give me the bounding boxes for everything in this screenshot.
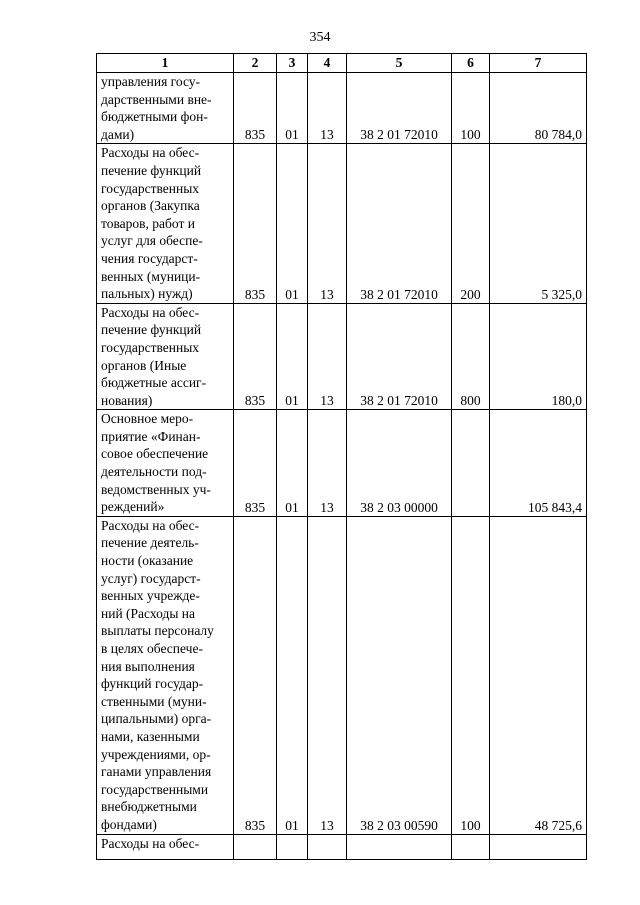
description-line: дарственными вне-	[101, 91, 212, 107]
page-number: 354	[309, 30, 331, 45]
description-line: реждений»	[101, 499, 165, 515]
empty-cell	[490, 834, 587, 859]
description-line: Расходы на обес-	[101, 145, 200, 161]
section-code: 01	[277, 303, 308, 410]
table-row	[97, 516, 587, 834]
subsection-code: 13	[308, 410, 347, 517]
header-row	[97, 54, 587, 73]
target-article-code: 38 2 01 72010	[347, 144, 452, 303]
table-body	[97, 73, 587, 860]
description-line: товаров, работ и	[101, 215, 195, 231]
header-col-6: 6	[452, 54, 490, 73]
row-description	[97, 144, 234, 303]
description-line: Расходы на обес-	[101, 304, 200, 320]
description-line: государственных	[101, 180, 200, 196]
amount: 48 725,6	[490, 516, 587, 834]
amount: 180,0	[490, 303, 587, 410]
description-line: Основное меро-	[101, 411, 194, 427]
description-line: управления госу-	[101, 74, 201, 89]
target-article-code: 38 2 03 00000	[347, 410, 452, 517]
description-line: функций государ-	[101, 676, 204, 692]
description-line: дами)	[101, 126, 135, 142]
gr-code: 835	[234, 303, 277, 410]
header-col-1: 1	[97, 54, 234, 73]
description-line: услуг для обеспе-	[101, 233, 203, 249]
table-row	[97, 144, 587, 303]
table-row	[97, 410, 587, 517]
header-col-3: 3	[277, 54, 308, 73]
expense-type-code: 100	[452, 516, 490, 834]
description-line: совое обеспечение	[101, 446, 209, 462]
gr-code: 835	[234, 144, 277, 303]
description-line: государственными	[101, 781, 209, 797]
table-row	[97, 303, 587, 410]
amount: 105 843,4	[490, 410, 587, 517]
expense-type-code: 200	[452, 144, 490, 303]
description-line: бюджетными фон-	[101, 109, 208, 125]
section-code: 01	[277, 410, 308, 517]
description-line: государственных	[101, 339, 200, 355]
description-line: ганами управления	[101, 764, 212, 780]
section-code: 01	[277, 144, 308, 303]
target-article-code: 38 2 01 72010	[347, 303, 452, 410]
amount: 80 784,0	[490, 73, 587, 144]
description-line: Расходы на обес-	[101, 517, 200, 533]
description-line: органов (Иные	[101, 357, 187, 373]
empty-cell	[234, 834, 277, 859]
description-line: в целях обеспече-	[101, 641, 203, 656]
header-col-5: 5	[347, 54, 452, 73]
description-line: ния выполнения	[101, 658, 195, 674]
description-line: приятие «Финан-	[101, 428, 201, 444]
row-description	[97, 410, 234, 517]
description-line: ведомственных уч-	[101, 481, 211, 497]
description-line: ственными (муни-	[101, 693, 207, 709]
empty-cell	[347, 834, 452, 859]
description-line: нования)	[101, 392, 153, 408]
expense-type-code: 800	[452, 303, 490, 410]
empty-cell	[277, 834, 308, 859]
expense-type-code	[452, 410, 490, 517]
section-code: 01	[277, 516, 308, 834]
description-line: печение деятель-	[101, 535, 199, 551]
subsection-code: 13	[308, 303, 347, 410]
description-line: выплаты персоналу	[101, 623, 214, 639]
description-line: ности (оказание	[101, 553, 194, 569]
row-description	[97, 73, 234, 144]
empty-cell	[452, 834, 490, 859]
description-line: деятельности под-	[101, 464, 207, 480]
header-col-2: 2	[234, 54, 277, 73]
description-line: органов (Закупка	[101, 198, 200, 214]
description-line: чения государст-	[101, 250, 198, 266]
amount: 5 325,0	[490, 144, 587, 303]
gr-code: 835	[234, 516, 277, 834]
row-description	[97, 303, 234, 410]
description-line: внебюджетными	[101, 799, 197, 815]
description-line: пальных) нужд)	[101, 286, 193, 302]
description-line: фондами)	[101, 816, 157, 832]
header-col-4: 4	[308, 54, 347, 73]
subsection-code: 13	[308, 73, 347, 144]
subsection-code: 13	[308, 516, 347, 834]
description-line: венных учрежде-	[101, 588, 200, 604]
budget-table	[96, 53, 587, 860]
description-line: печение функций	[101, 322, 202, 338]
expense-type-code: 100	[452, 73, 490, 144]
gr-code: 835	[234, 73, 277, 144]
row-description	[97, 516, 234, 834]
description-line: бюджетные ассиг-	[101, 375, 207, 391]
gr-code: 835	[234, 410, 277, 517]
section-code: 01	[277, 73, 308, 144]
subsection-code: 13	[308, 144, 347, 303]
description-line: венных (муници-	[101, 268, 201, 284]
target-article-code: 38 2 01 72010	[347, 73, 452, 144]
header-col-7: 7	[490, 54, 587, 73]
description-line: ципальными) орга-	[101, 711, 212, 727]
row-description: Расходы на обес-	[97, 834, 234, 859]
table-row-truncated	[97, 834, 587, 859]
description-line: услуг) государст-	[101, 570, 201, 586]
empty-cell	[308, 834, 347, 859]
description-line: учреждениями, ор-	[101, 746, 211, 762]
description-line: ний (Расходы на	[101, 605, 195, 621]
description-line: печение функций	[101, 162, 202, 178]
description-line: нами, казенными	[101, 728, 200, 744]
table-row	[97, 73, 587, 144]
target-article-code: 38 2 03 00590	[347, 516, 452, 834]
